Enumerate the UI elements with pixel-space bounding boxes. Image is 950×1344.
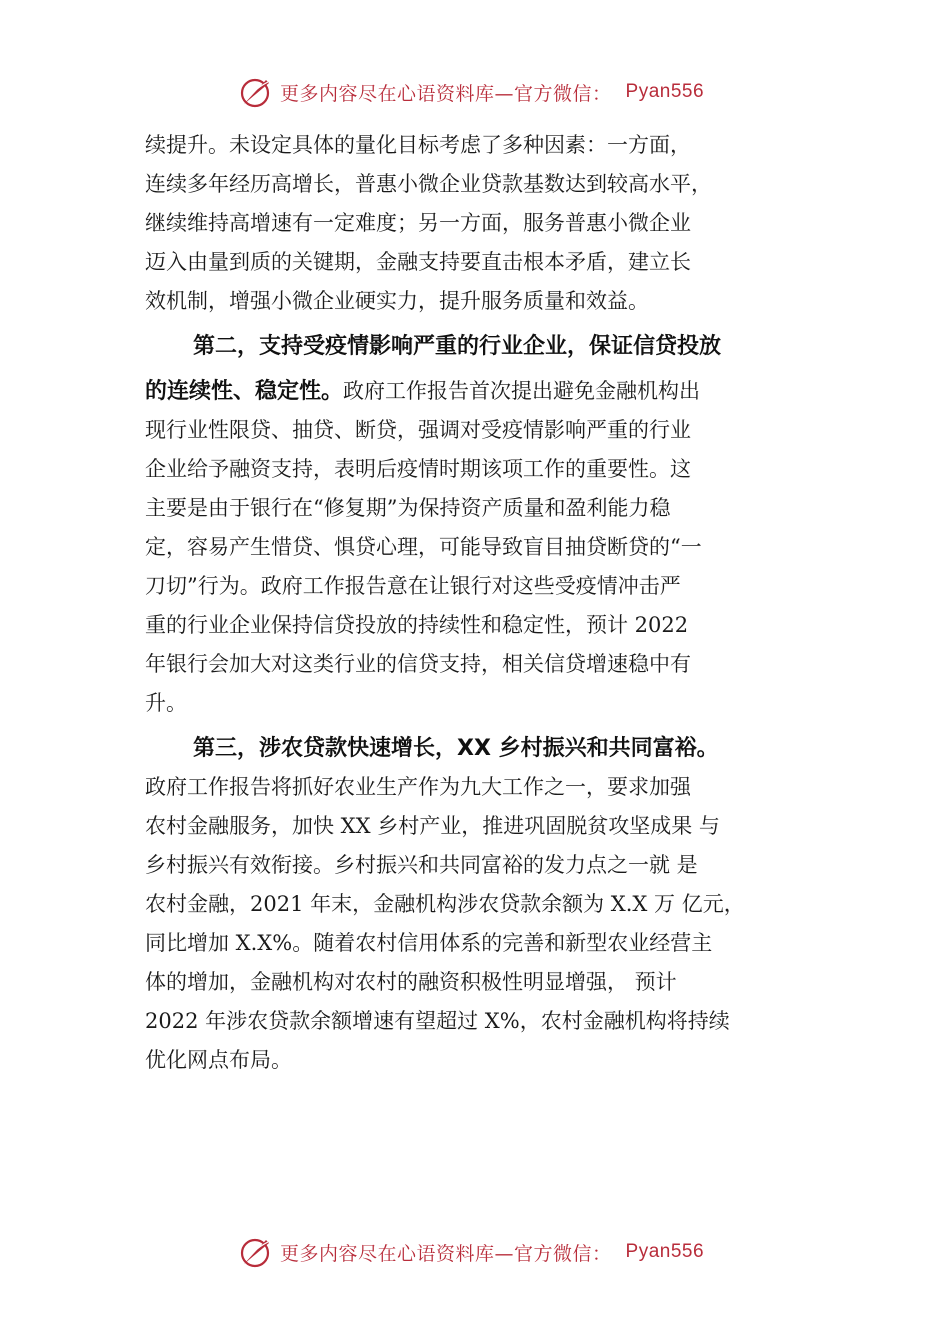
document-body (145, 126, 820, 1080)
wechat-id: Pyan556 (625, 81, 705, 102)
banner-text: 更多内容尽在心语资料库—官方微信： (280, 1242, 612, 1265)
text-line: 主要是由于银行在“修复期”为保持资产质量和盈利能力稳 (145, 496, 671, 520)
text-line (145, 372, 820, 411)
footer-banner (238, 1232, 704, 1272)
text-line: 农村金融服务，加快 XX 乡村产业，推进巩固脱贫攻坚成果 与 (145, 814, 720, 838)
section-heading-3 (145, 729, 820, 768)
heading-text: 第三，涉农贷款快速增长，XX 乡村振兴和共同富裕。 (193, 736, 719, 761)
quill-logo-icon (238, 1234, 274, 1270)
text-line: 重的行业企业保持信贷投放的持续性和稳定性，预计 2022 (145, 613, 689, 637)
quill-logo-icon (238, 74, 274, 110)
text-line: 体的增加，金融机构对农村的融资积极性明显增强， 预计 (145, 970, 677, 994)
text-line: 刀切”行为。政府工作报告意在让银行对这些受疫情冲击严 (145, 574, 681, 598)
text-line: 同比增加 X.X%。随着农村信用体系的完善和新型农业经营主 (145, 931, 713, 955)
wechat-id: Pyan556 (625, 1241, 705, 1262)
text-line: 继续维持高增速有一定难度；另一方面，服务普惠小微企业 (145, 211, 691, 235)
text-line: 迈入由量到质的关键期，金融支持要直击根本矛盾，建立长 (145, 250, 691, 274)
text-line: 续提升。未设定具体的量化目标考虑了多种因素：一方面， (145, 133, 691, 157)
text-line: 企业给予融资支持，表明后疫情时期该项工作的重要性。这 (145, 457, 691, 481)
header-banner (238, 72, 704, 112)
text-line: 年银行会加大对这类行业的信贷支持，相关信贷增速稳中有 (145, 652, 691, 676)
text-line: 2022 年涉农贷款余额增速有望超过 X%，农村金融机构将持续 (145, 1009, 730, 1033)
text-line: 优化网点布局。 (145, 1048, 292, 1072)
line-text: 政府工作报告首次提出避免金融机构出 (343, 379, 701, 403)
text-line: 定，容易产生惜贷、惧贷心理，可能导致盲目抽贷断贷的“一 (145, 535, 702, 559)
text-line: 连续多年经历高增长，普惠小微企业贷款基数达到较高水平， (145, 172, 712, 196)
banner-text: 更多内容尽在心语资料库—官方微信： (280, 82, 612, 105)
section-heading-2 (145, 327, 820, 366)
text-line: 乡村振兴有效衔接。乡村振兴和共同富裕的发力点之一就 是 (145, 853, 698, 877)
text-line: 农村金融，2021 年末，金融机构涉农贷款余额为 X.X 万 亿元， (145, 892, 745, 916)
heading-text: 的连续性、稳定性。 (145, 379, 344, 404)
text-line: 效机制，增强小微企业硬实力，提升服务质量和效益。 (145, 289, 649, 313)
text-line: 现行业性限贷、抽贷、断贷，强调对受疫情影响严重的行业 (145, 418, 691, 442)
heading-text: 第二，支持受疫情影响严重的行业企业，保证信贷投放 (193, 334, 722, 359)
text-line: 升。 (145, 691, 187, 715)
text-line: 政府工作报告将抓好农业生产作为九大工作之一，要求加强 (145, 775, 691, 799)
